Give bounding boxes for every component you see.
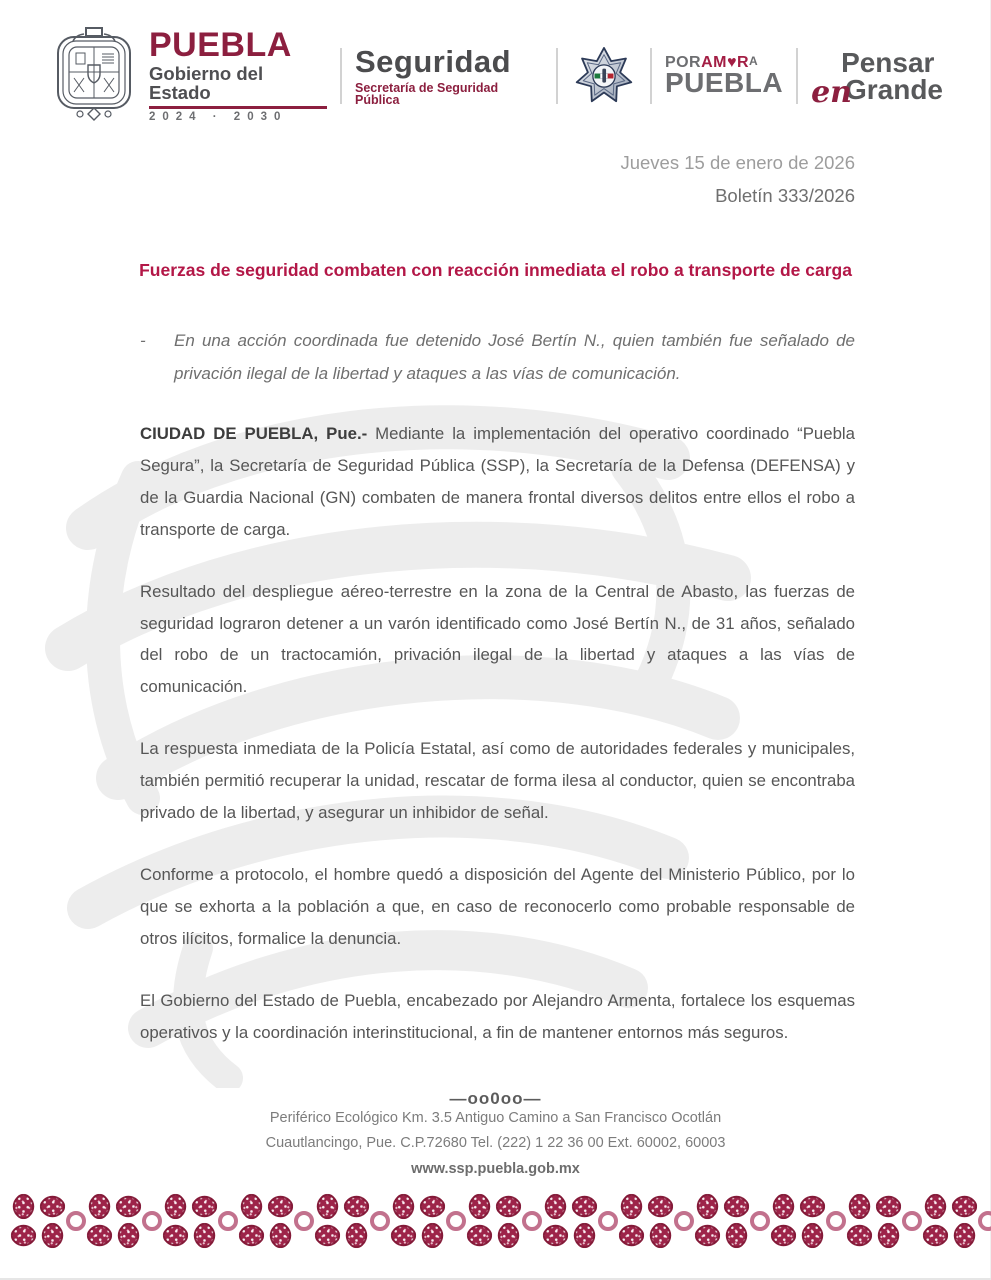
footer-line-1: Periférico Ecológico Km. 3.5 Antiguo Camino a San Francisco Ocotlán bbox=[269, 1109, 722, 1126]
brand-years: 2024 · 2030 bbox=[149, 111, 288, 124]
talavera-flower bbox=[770, 1193, 826, 1249]
document-meta bbox=[0, 154, 855, 205]
bulletin-number: Boletín 333/2026 bbox=[715, 184, 855, 206]
talavera-ring bbox=[522, 1211, 542, 1231]
puebla-wordmark: PUEBLA bbox=[664, 67, 784, 99]
talavera-flower bbox=[162, 1193, 218, 1249]
end-separator: —oo0oo— bbox=[449, 1088, 542, 1108]
pensar-line2 bbox=[811, 73, 943, 111]
talavera-flower bbox=[846, 1193, 902, 1249]
decorative-border bbox=[0, 1192, 991, 1250]
amor-text: AM♥R bbox=[701, 54, 750, 72]
bullet-dash: - bbox=[140, 330, 146, 350]
paragraph-4: Conforme a protocolo, el hombre quedó a disposición del Agente del Ministerio Público, por lo que se exhorta a la población a que, en caso de reconocerlo como probable responsable de otros ilícitos, formalice la denuncia. bbox=[140, 865, 855, 948]
brand-rule bbox=[149, 106, 327, 109]
puebla-government-logo bbox=[149, 28, 327, 124]
paragraph-1-text: Mediante la implementación del operativo coordinado “Puebla Segura”, la Secretaría de Seguridad Pública (SSP), la Secretaría de la Defensa (DEFENSA) y de la Guardia Nacional (GN) combaten de manera frontal diversos delitos entre ellos el robo a transporte de carga. bbox=[140, 424, 855, 539]
brand-title: PUEBLA bbox=[149, 26, 292, 65]
puebla-coat-of-arms-icon bbox=[52, 26, 136, 126]
bullet-text: En una acción coordinada fue detenido José Bertín N., quien también fue señalado de privación ilegal de la libertad y ataques a las vías de comunicación. bbox=[174, 330, 855, 383]
footer-address bbox=[0, 1106, 991, 1182]
talavera-ring bbox=[142, 1211, 162, 1231]
talavera-ring bbox=[598, 1211, 618, 1231]
paragraph-3: La respuesta inmediata de la Policía Estatal, así como de autoridades federales y municipales, también permitió recuperar la unidad, rescatar de forma ilesa al conductor, quien se encontraba privado de la libertad, y asegurar un inhibidor de señal. bbox=[140, 739, 855, 823]
en-script-text: en bbox=[811, 75, 852, 111]
header-divider bbox=[556, 48, 558, 104]
talavera-ring bbox=[750, 1211, 770, 1231]
talavera-ring bbox=[902, 1211, 922, 1231]
header-divider bbox=[796, 48, 798, 104]
talavera-ring bbox=[446, 1211, 466, 1231]
seguridad-logo bbox=[354, 43, 543, 107]
talavera-flower bbox=[694, 1193, 750, 1249]
talavera-flower bbox=[466, 1193, 522, 1249]
paragraph-5: El Gobierno del Estado de Puebla, encabezado por Alejandro Armenta, fortalece los esquemas operativos y la coordinación interinstitucional, a fin de mantener entornos más seguros. bbox=[140, 990, 855, 1042]
header-divider bbox=[340, 48, 342, 104]
paragraph-1 bbox=[140, 418, 855, 546]
header-logos bbox=[0, 0, 991, 126]
talavera-flower bbox=[10, 1193, 66, 1249]
talavera-ring bbox=[370, 1211, 390, 1231]
talavera-flower bbox=[542, 1193, 598, 1249]
document-date: Jueves 15 de enero de 2026 bbox=[620, 152, 855, 173]
talavera-ring bbox=[294, 1211, 314, 1231]
body-paragraphs bbox=[140, 418, 855, 1049]
pensar-en-grande-logo bbox=[811, 46, 943, 111]
talavera-ring bbox=[218, 1211, 238, 1231]
talavera-flower bbox=[238, 1193, 294, 1249]
talavera-flower bbox=[314, 1193, 370, 1249]
police-star-badge-icon bbox=[571, 38, 637, 114]
talavera-ring bbox=[826, 1211, 846, 1231]
brand-subtitle: Gobierno del Estado bbox=[149, 63, 264, 103]
footer-url: www.ssp.puebla.gob.mx bbox=[411, 1160, 580, 1177]
a-text: A bbox=[749, 54, 759, 69]
talavera-flower bbox=[922, 1193, 978, 1249]
talavera-flower bbox=[618, 1193, 674, 1249]
footer-line-2: Cuautlancingo, Pue. C.P.72680 Tel. (222) 1 22 36 00 Ext. 60002, 60003 bbox=[265, 1135, 726, 1152]
grande-text: Grande bbox=[844, 73, 943, 105]
seguridad-subtitle: Secretaría de Seguridad Pública bbox=[354, 80, 499, 107]
headline: Fuerzas de seguridad combaten con reacción inmediata el robo a transporte de carga bbox=[139, 260, 852, 280]
dateline: CIUDAD DE PUEBLA, Pue.- bbox=[140, 424, 368, 444]
talavera-ring bbox=[674, 1211, 694, 1231]
talavera-flower bbox=[390, 1193, 446, 1249]
por-text: POR bbox=[664, 54, 702, 72]
summary-bullet bbox=[140, 324, 855, 390]
paragraph-2: Resultado del despliegue aéreo-terrestre en la zona de la Central de Abasto, las fuerzas de seguridad lograron detener a un varón identificado como José Bertín N., de 31 años, señalado del robo de un tractocamión, privación ilegal de la libertad y ataques a las vías de comunicación. bbox=[140, 581, 855, 697]
talavera-flower bbox=[86, 1193, 142, 1249]
seguridad-title: Seguridad bbox=[354, 43, 512, 79]
por-amor-a-puebla-logo bbox=[665, 55, 783, 97]
pensar-text: Pensar bbox=[841, 46, 935, 78]
talavera-ring bbox=[66, 1211, 86, 1231]
talavera-ring bbox=[978, 1211, 991, 1231]
header-divider bbox=[650, 48, 652, 104]
